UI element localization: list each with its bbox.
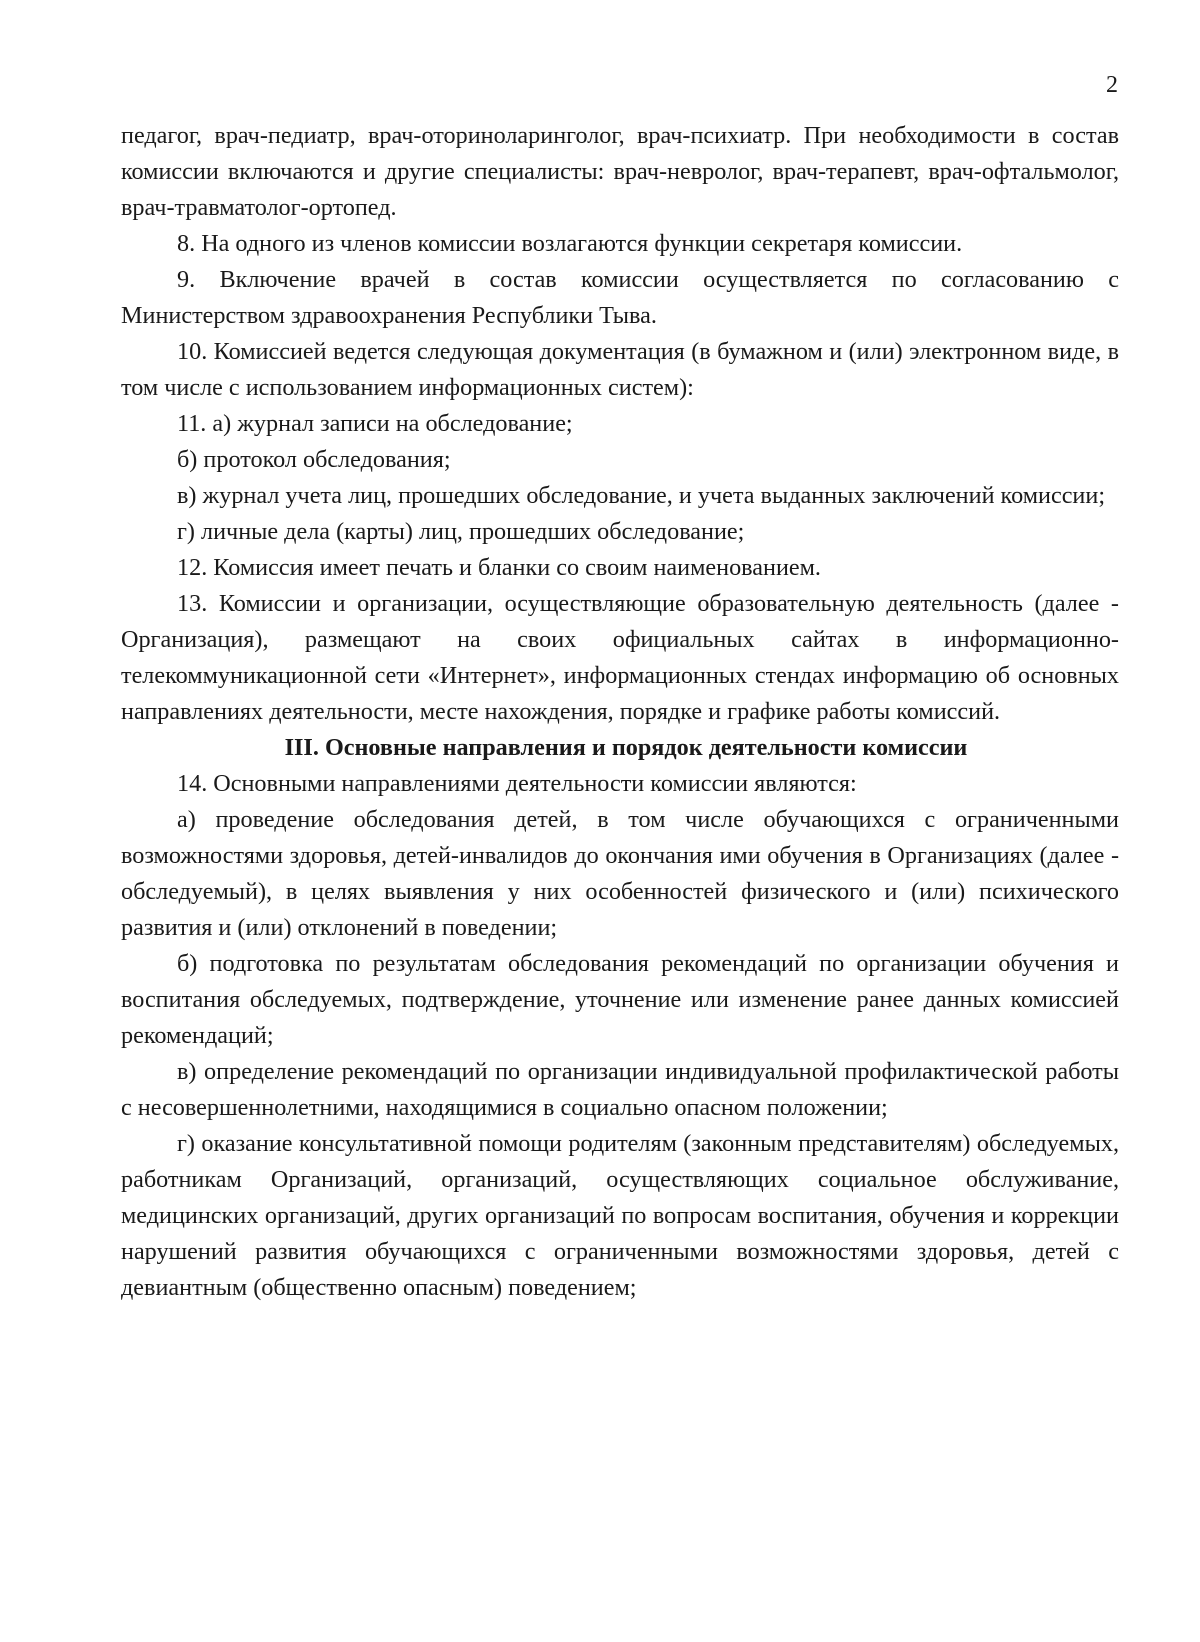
paragraph-13: 13. Комиссии и организации, осуществляющие образовательную деятельность (далее - Организация), размещают на своих официальных сайтах в информационно-телекоммуникационной сети «Интернет», информационных стендах информацию об основных направлениях деятельности, месте нахождения, порядке и графике работы комиссий.: [121, 590, 1119, 725]
paragraph-11v: в) журнал учета лиц, прошедших обследование, и учета выданных заключений комиссии;: [177, 482, 1106, 509]
paragraph-14a: а) проведение обследования детей, в том числе обучающихся с ограниченными возможностями здоровья, детей-инвалидов до окончания ими обучения в Организациях (далее - обследуемый), в целях выявления у них особенностей физического и (или) психического развития и (или) отклонений в поведении;: [121, 806, 1119, 941]
section-heading: III. Основные направления и порядок деятельности комиссии: [284, 734, 968, 761]
paragraph-10: 10. Комиссией ведется следующая документация (в бумажном и (или) электронном виде, в том числе с использованием информационных систем):: [121, 338, 1119, 401]
paragraph-12: 12. Комиссия имеет печать и бланки со своим наименованием.: [177, 554, 821, 581]
paragraph-11g: г) личные дела (карты) лиц, прошедших обследование;: [177, 518, 745, 545]
paragraph-14: 14. Основными направлениями деятельности комиссии являются:: [177, 770, 857, 797]
paragraph-14v: в) определение рекомендаций по организации индивидуальной профилактической работы с несовершеннолетними, находящимися в социально опасном положении;: [121, 1058, 1119, 1121]
document-body: [121, 118, 1119, 1306]
paragraph-8: 8. На одного из членов комиссии возлагаются функции секретаря комиссии.: [177, 230, 963, 257]
paragraph-11a: 11. а) журнал записи на обследование;: [177, 410, 573, 437]
paragraph-14b: б) подготовка по результатам обследования рекомендаций по организации обучения и воспитания обследуемых, подтверждение, уточнение или изменение ранее данных комиссией рекомендаций;: [121, 950, 1119, 1049]
page-number: 2: [1106, 72, 1118, 98]
paragraph-14g: г) оказание консультативной помощи родителям (законным представителям) обследуемых, работникам Организаций, организаций, осуществляющих социальное обслуживание, медицинских организаций, других организаций по вопросам воспитания, обучения и коррекции нарушений развития обучающихся с ограниченными возможностями здоровья, детей с девиантным (общественно опасным) поведением;: [121, 1130, 1119, 1301]
paragraph-intro: педагог, врач-педиатр, врач-оториноларинголог, врач-психиатр. При необходимости в состав комиссии включаются и другие специалисты: врач-невролог, врач-терапевт, врач-офтальмолог, врач-травматолог-ортопед.: [121, 122, 1119, 221]
paragraph-9: 9. Включение врачей в состав комиссии осуществляется по согласованию с Министерством здравоохранения Республики Тыва.: [121, 266, 1119, 329]
paragraph-11b: б) протокол обследования;: [177, 446, 451, 473]
